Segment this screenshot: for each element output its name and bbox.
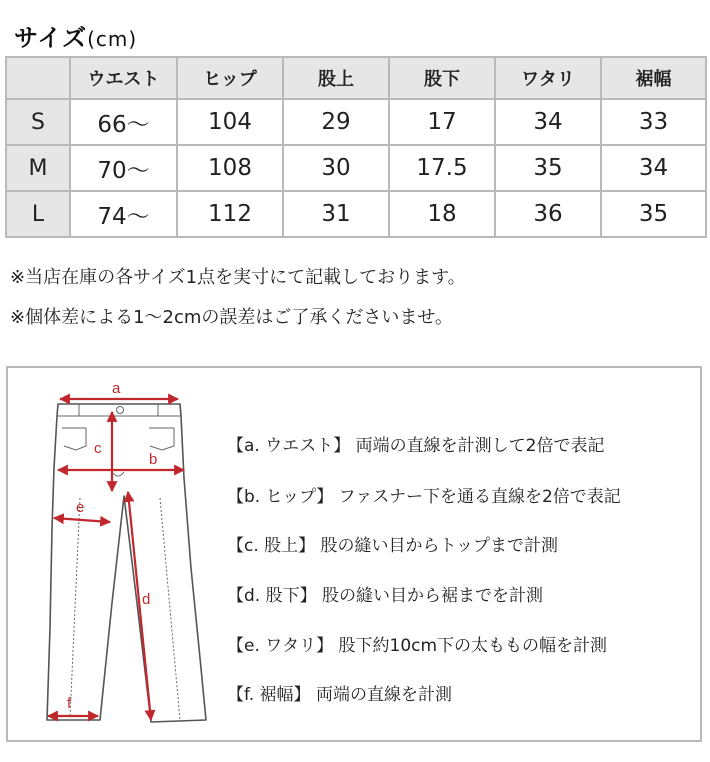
table-cell: 34 bbox=[495, 99, 601, 145]
legend-waist: 【a. ウエスト】 両端の直線を計測して2倍で表記 bbox=[227, 436, 605, 456]
header-waist: ウエスト bbox=[70, 57, 177, 99]
table-cell: 30 bbox=[283, 145, 389, 191]
size-label: M bbox=[6, 145, 70, 191]
table-row bbox=[6, 145, 706, 191]
table-cell: 34 bbox=[601, 145, 706, 191]
legend-hip: 【b. ヒップ】 ファスナー下を通る直線を2倍で表記 bbox=[227, 487, 621, 507]
size-label: L bbox=[6, 191, 70, 237]
table-cell: 17.5 bbox=[389, 145, 495, 191]
header-thigh: ワタリ bbox=[495, 57, 601, 99]
header-hip: ヒップ bbox=[177, 57, 283, 99]
label-c: c bbox=[94, 440, 102, 457]
note-measurement: ※当店在庫の各サイズ1点を実寸にて記載しております。 bbox=[10, 267, 466, 288]
title-main: サイズ bbox=[14, 24, 88, 52]
table-row bbox=[6, 99, 706, 145]
title-unit: (cm) bbox=[87, 27, 138, 51]
table-cell: 33 bbox=[601, 99, 706, 145]
pants-diagram bbox=[8, 368, 228, 740]
table-cell: 35 bbox=[495, 145, 601, 191]
table-cell: 74〜 bbox=[70, 191, 177, 237]
label-a: a bbox=[112, 380, 121, 397]
table-cell: 17 bbox=[389, 99, 495, 145]
size-label: S bbox=[6, 99, 70, 145]
header-inseam: 股下 bbox=[389, 57, 495, 99]
header-rise: 股上 bbox=[283, 57, 389, 99]
header-hem: 裾幅 bbox=[601, 57, 706, 99]
table-cell: 31 bbox=[283, 191, 389, 237]
table-cell: 36 bbox=[495, 191, 601, 237]
table-cell: 108 bbox=[177, 145, 283, 191]
header-blank bbox=[6, 57, 70, 99]
label-d: d bbox=[142, 591, 151, 608]
table-cell: 104 bbox=[177, 99, 283, 145]
table-header-row bbox=[6, 57, 706, 99]
legend-rise: 【c. 股上】 股の縫い目からトップまで計測 bbox=[227, 536, 559, 556]
table-row bbox=[6, 191, 706, 237]
page-title bbox=[14, 18, 137, 53]
table-cell: 70〜 bbox=[70, 145, 177, 191]
legend-thigh: 【e. ワタリ】 股下約10cm下の太ももの幅を計測 bbox=[227, 636, 608, 656]
table-cell: 112 bbox=[177, 191, 283, 237]
label-b: b bbox=[149, 451, 158, 468]
legend-inseam: 【d. 股下】 股の縫い目から裾までを計測 bbox=[227, 586, 544, 606]
table-cell: 66〜 bbox=[70, 99, 177, 145]
size-table bbox=[5, 56, 707, 238]
label-e: e bbox=[76, 499, 85, 516]
table-cell: 35 bbox=[601, 191, 706, 237]
legend-hem: 【f. 裾幅】 両端の直線を計測 bbox=[227, 685, 452, 705]
note-tolerance: ※個体差による1〜2cmの誤差はご了承くださいませ。 bbox=[10, 307, 453, 328]
table-cell: 29 bbox=[283, 99, 389, 145]
table-cell: 18 bbox=[389, 191, 495, 237]
label-f: f bbox=[67, 695, 72, 712]
pants-outline bbox=[47, 404, 206, 722]
